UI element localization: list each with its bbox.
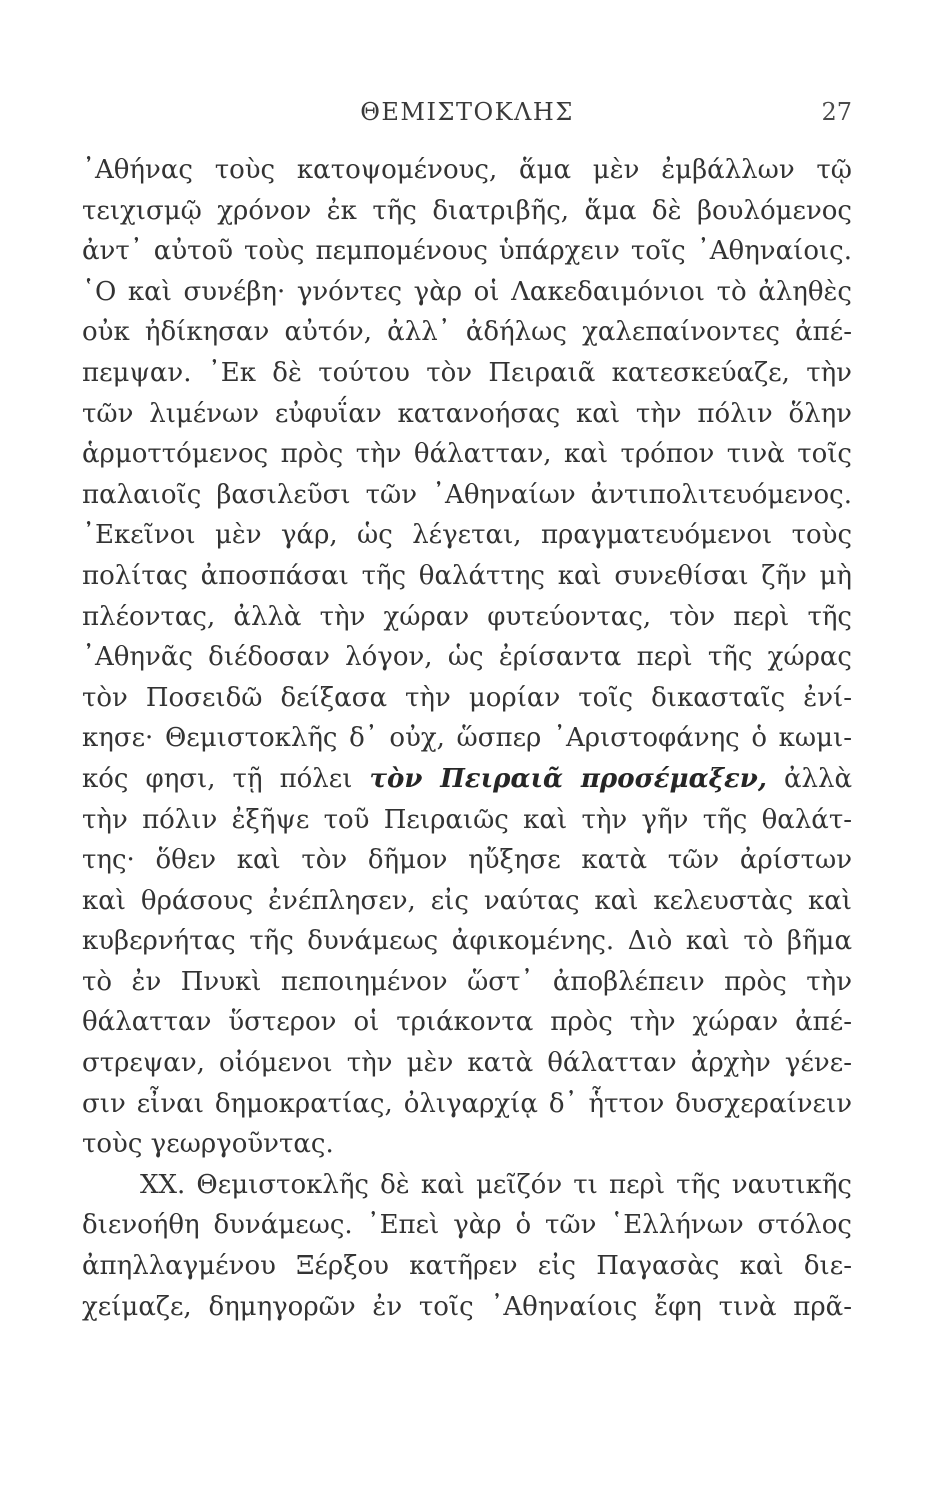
text-line: πολίτας ἀποσπάσαι τῆς θαλάττης καὶ συνεθίσαι ζῆν μὴ bbox=[82, 560, 852, 591]
text-line: ῾Ο καὶ συνέβη· γνόντες γὰρ οἱ Λακεδαιμόνιοι τὸ ἀληθὲς bbox=[82, 276, 852, 307]
chapter-start-line: ΧΧ. Θεμιστοκλῆς δὲ καὶ μεῖζόν τι περὶ τῆς ναυτικῆς bbox=[140, 1169, 852, 1200]
italic-quotation: τὸν Πειραιᾶ προσέμαξεν, bbox=[369, 763, 767, 794]
text-line: ἀπηλλαγμένου Ξέρξου κατῆρεν εἰς Παγασὰς καὶ διε- bbox=[82, 1251, 852, 1282]
text-line: τειχισμῷ χρόνον ἐκ τῆς διατριβῆς, ἅμα δὲ βουλόμενος bbox=[82, 195, 852, 226]
text-line: κυβερνήτας τῆς δυνάμεως ἀφικομένης. Διὸ καὶ τὸ βῆμα bbox=[82, 926, 852, 957]
text-line: ᾿Εκεῖνοι μὲν γάρ, ὡς λέγεται, πραγματευόμενοι τοὺς bbox=[82, 520, 852, 551]
page-number: 27 bbox=[821, 98, 852, 126]
text-line: τὴν πόλιν ἐξῆψε τοῦ Πειραιῶς καὶ τὴν γῆν τῆς θαλάτ- bbox=[82, 804, 852, 835]
text-line: τὸ ἐν Πνυκὶ πεποιημένον ὥστ᾿ ἀποβλέπειν πρὸς τὴν bbox=[82, 966, 852, 997]
text-line: σιν εἶναι δημοκρατίας, ὀλιγαρχίᾳ δ᾿ ἧττον δυσχεραίνειν bbox=[82, 1088, 852, 1119]
running-title: ΘΕΜΙΣΤΟΚΛΗΣ bbox=[360, 98, 574, 126]
paragraph-end-line: τοὺς γεωργοῦντας. bbox=[82, 1129, 334, 1160]
text-line: ᾿Αθηνᾶς διέδοσαν λόγον, ὡς ἐρίσαντα περὶ τῆς χώρας bbox=[82, 642, 852, 673]
running-head bbox=[82, 98, 852, 138]
line-segment: κός φησι, τῇ πόλει bbox=[82, 763, 370, 794]
text-line: τὸν Ποσειδῶ δείξασα τὴν μορίαν τοῖς δικασταῖς ἐνί- bbox=[82, 682, 852, 713]
text-line: οὐκ ἠδίκησαν αὐτόν, ἀλλ᾿ ἀδήλως χαλεπαίνοντες ἀπέ- bbox=[82, 317, 852, 348]
text-line: πλέοντας, ἀλλὰ τὴν χώραν φυτεύοντας, τὸν περὶ τῆς bbox=[82, 601, 852, 632]
text-line: ᾿Αθήνας τοὺς κατοψομένους, ἅμα μὲν ἐμβάλλων τῷ bbox=[82, 155, 852, 185]
text-line-emphasis bbox=[82, 759, 852, 800]
text-line: κησε· Θεμιστοκλῆς δ᾿ οὐχ, ὥσπερ ᾿Αριστοφάνης ὁ κωμι- bbox=[82, 723, 852, 754]
text-line: χείμαζε, δημηγορῶν ἐν τοῖς ᾿Αθηναίοις ἔφη τινὰ πρᾶ- bbox=[82, 1291, 852, 1322]
body-text bbox=[82, 150, 852, 1327]
text-line: καὶ θράσους ἐνέπλησεν, εἰς ναύτας καὶ κελευστὰς καὶ bbox=[82, 885, 852, 916]
line-segment: ἀλλὰ bbox=[766, 763, 853, 794]
text-line: θάλατταν ὕστερον οἱ τριάκοντα πρὸς τὴν χώραν ἀπέ- bbox=[82, 1007, 852, 1038]
text-line: διενοήθη δυνάμεως. ᾿Επεὶ γὰρ ὁ τῶν ῾Ελλήνων στόλος bbox=[82, 1210, 852, 1241]
text-line: της· ὅθεν καὶ τὸν δῆμον ηὔξησε κατὰ τῶν ἀρίστων bbox=[82, 845, 852, 876]
text-line: τῶν λιμένων εὐφυΐαν κατανοήσας καὶ τὴν πόλιν ὅλην bbox=[82, 398, 852, 429]
text-line: πεμψαν. ᾿Εκ δὲ τούτου τὸν Πειραιᾶ κατεσκεύαζε, τὴν bbox=[82, 357, 852, 388]
text-line: στρεψαν, οἰόμενοι τὴν μὲν κατὰ θάλατταν ἀρχὴν γένε- bbox=[82, 1048, 852, 1079]
text-line: ἀντ᾿ αὐτοῦ τοὺς πεμπομένους ὑπάρχειν τοῖς ᾿Αθηναίοις. bbox=[82, 236, 852, 267]
text-line: παλαιοῖς βασιλεῦσι τῶν ᾿Αθηναίων ἀντιπολιτευόμενος. bbox=[82, 479, 852, 510]
text-line: ἁρμοττόμενος πρὸς τὴν θάλατταν, καὶ τρόπον τινὰ τοῖς bbox=[82, 439, 852, 470]
